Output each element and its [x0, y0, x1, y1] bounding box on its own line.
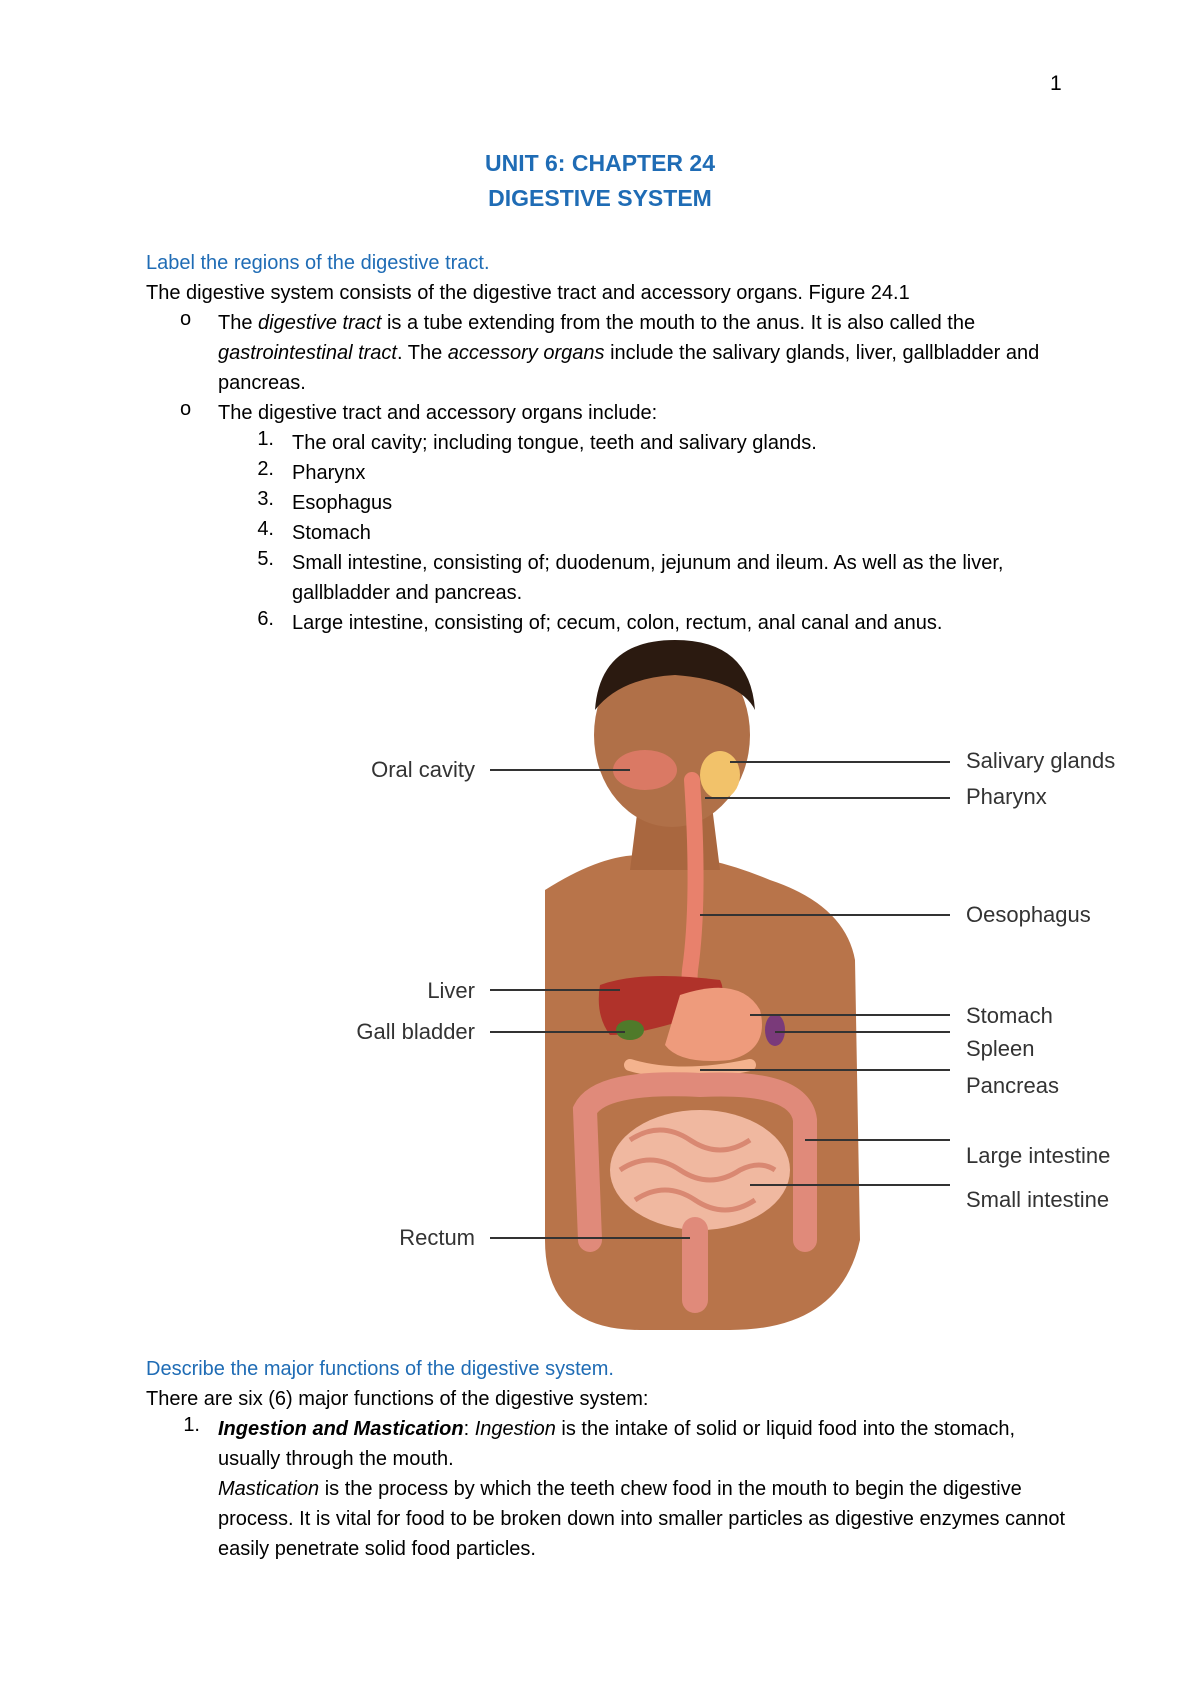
list-number: 4. [257, 518, 274, 540]
salivary-gland-illustration [700, 751, 740, 799]
label-salivary-glands: Salivary glands [966, 748, 1116, 773]
label-small-intestine: Small intestine [966, 1187, 1110, 1212]
esophagus-illustration [690, 780, 696, 1005]
label-oral-cavity: Oral cavity [371, 757, 475, 782]
list-number: 6. [257, 608, 274, 630]
system-title: DIGESTIVE SYSTEM [488, 185, 712, 211]
list-item: Esophagus [292, 492, 393, 514]
intro-paragraph: The digestive system consists of the digestive tract and accessory organs. Figure 24.1 [146, 282, 910, 304]
label-gall-bladder: Gall bladder [356, 1019, 475, 1044]
list-item: Small intestine, consisting of; duodenum, jejunum and ileum. As well as the liver, gallbladder and pancreas. [292, 552, 1004, 604]
list-item: Pharynx [292, 462, 366, 484]
bullet-digestive-tract: The digestive tract is a tube extending from the mouth to the anus. It is also called the gastrointestinal tract. The accessory organs include the salivary glands, liver, gallbladder and pancreas. [218, 312, 1040, 394]
gall-bladder-illustration [616, 1020, 644, 1040]
section-heading-functions: Describe the major functions of the digestive system. [146, 1358, 614, 1380]
label-pancreas: Pancreas [966, 1073, 1059, 1098]
label-oesophagus: Oesophagus [966, 902, 1091, 927]
spleen-illustration [765, 1014, 785, 1046]
label-spleen: Spleen [966, 1036, 1035, 1061]
label-pharynx: Pharynx [966, 784, 1047, 809]
functions-intro: There are six (6) major functions of the digestive system: [146, 1388, 649, 1410]
small-intestine-illustration [610, 1110, 790, 1230]
list-number: 1. [257, 428, 274, 450]
label-liver: Liver [427, 978, 475, 1003]
list-number: 1. [183, 1414, 200, 1436]
list-number: 2. [257, 458, 274, 480]
list-item: Stomach [292, 522, 371, 544]
stomach-illustration [665, 988, 762, 1061]
list-number: 5. [257, 548, 274, 570]
label-stomach: Stomach [966, 1003, 1053, 1028]
section-heading-regions: Label the regions of the digestive tract. [146, 252, 490, 274]
label-large-intestine: Large intestine [966, 1143, 1111, 1168]
list-number: 3. [257, 488, 274, 510]
bullet-organs-include: The digestive tract and accessory organs include: [218, 402, 658, 424]
list-item: The oral cavity; including tongue, teeth and salivary glands. [292, 432, 817, 454]
function-item-ingestion: Ingestion and Mastication: Ingestion is the intake of solid or liquid food into the stomach, usually through the mouth. Mastication is the process by which the teeth chew food in the mouth to begin the digestive process. It is vital for food to be broken down into smaller particles as digestive enzymes cannot easily penetrate solid food particles. [218, 1418, 1066, 1560]
bullet-marker: o [180, 308, 192, 330]
page-number: 1 [1050, 72, 1062, 95]
list-item: Large intestine, consisting of; cecum, colon, rectum, anal canal and anus. [292, 612, 943, 634]
label-rectum: Rectum [399, 1225, 475, 1250]
chapter-title: UNIT 6: CHAPTER 24 [484, 150, 716, 176]
bullet-marker: o [180, 398, 192, 420]
